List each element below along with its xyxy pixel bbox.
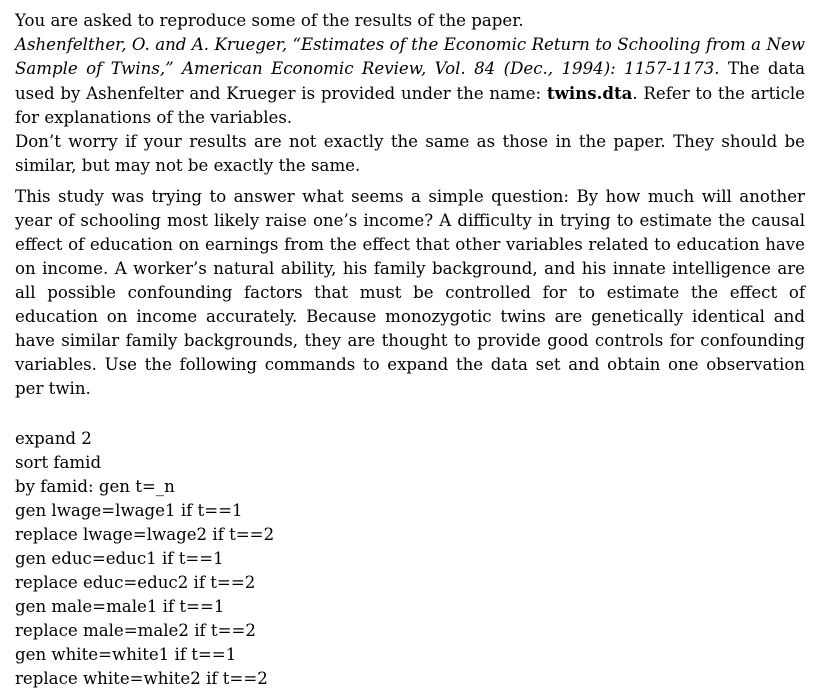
stata-commands (15, 427, 805, 691)
command-line: replace educ=educ2 if t==2 (15, 573, 256, 592)
intro-line: You are asked to reproduce some of the results of the paper. (15, 11, 524, 30)
command-line: gen male=male1 if t==1 (15, 597, 225, 616)
command-line: replace male=male2 if t==2 (15, 621, 256, 640)
paper-citation: Ashenfelther, O. and A. Krueger, “Estimates of the Economic Return to Schooling from a New Sample of Twins,” American Economic Review, Vol. 84 (Dec., 1994): 1157-1173. (15, 35, 805, 78)
command-line: gen white=white1 if t==1 (15, 645, 237, 664)
command-line: replace white=white2 if t==2 (15, 669, 268, 688)
dataset-name: twins.dta (546, 83, 633, 103)
document-page (15, 9, 805, 691)
intro-paragraph (15, 9, 805, 178)
data-description: The data used by Ashenfelter and Krueger is provided under the name: (15, 59, 806, 103)
command-line: sort famid (15, 453, 102, 472)
study-paragraph: This study was trying to answer what seems a simple question: By how much will another year of schooling most likely raise one’s income? A difficulty in trying to estimate the causal effect of education on earnings from the effect that other variables related to education have on income. A worker’s natural ability, his family background, and his innate intelligence are all possible confounding factors that must be controlled for to estimate the effect of education on income accurately. Because monozygotic twins are genetically identical and have similar family backgrounds, they are thought to provide good controls for confounding variables. Use the following commands to expand the data set and obtain one observation per twin. (15, 187, 805, 398)
command-line: gen lwage=lwage1 if t==1 (15, 501, 243, 520)
command-line: replace lwage=lwage2 if t==2 (15, 525, 275, 544)
command-line: gen educ=educ1 if t==1 (15, 549, 224, 568)
results-note: Don’t worry if your results are not exactly the same as those in the paper. They should be similar, but may not be exactly the same. (15, 132, 805, 175)
command-line: expand 2 (15, 429, 92, 448)
data-description-end: . Refer to the article for explanations of the variables. (15, 84, 805, 127)
command-line: by famid: gen t=_n (15, 477, 175, 496)
